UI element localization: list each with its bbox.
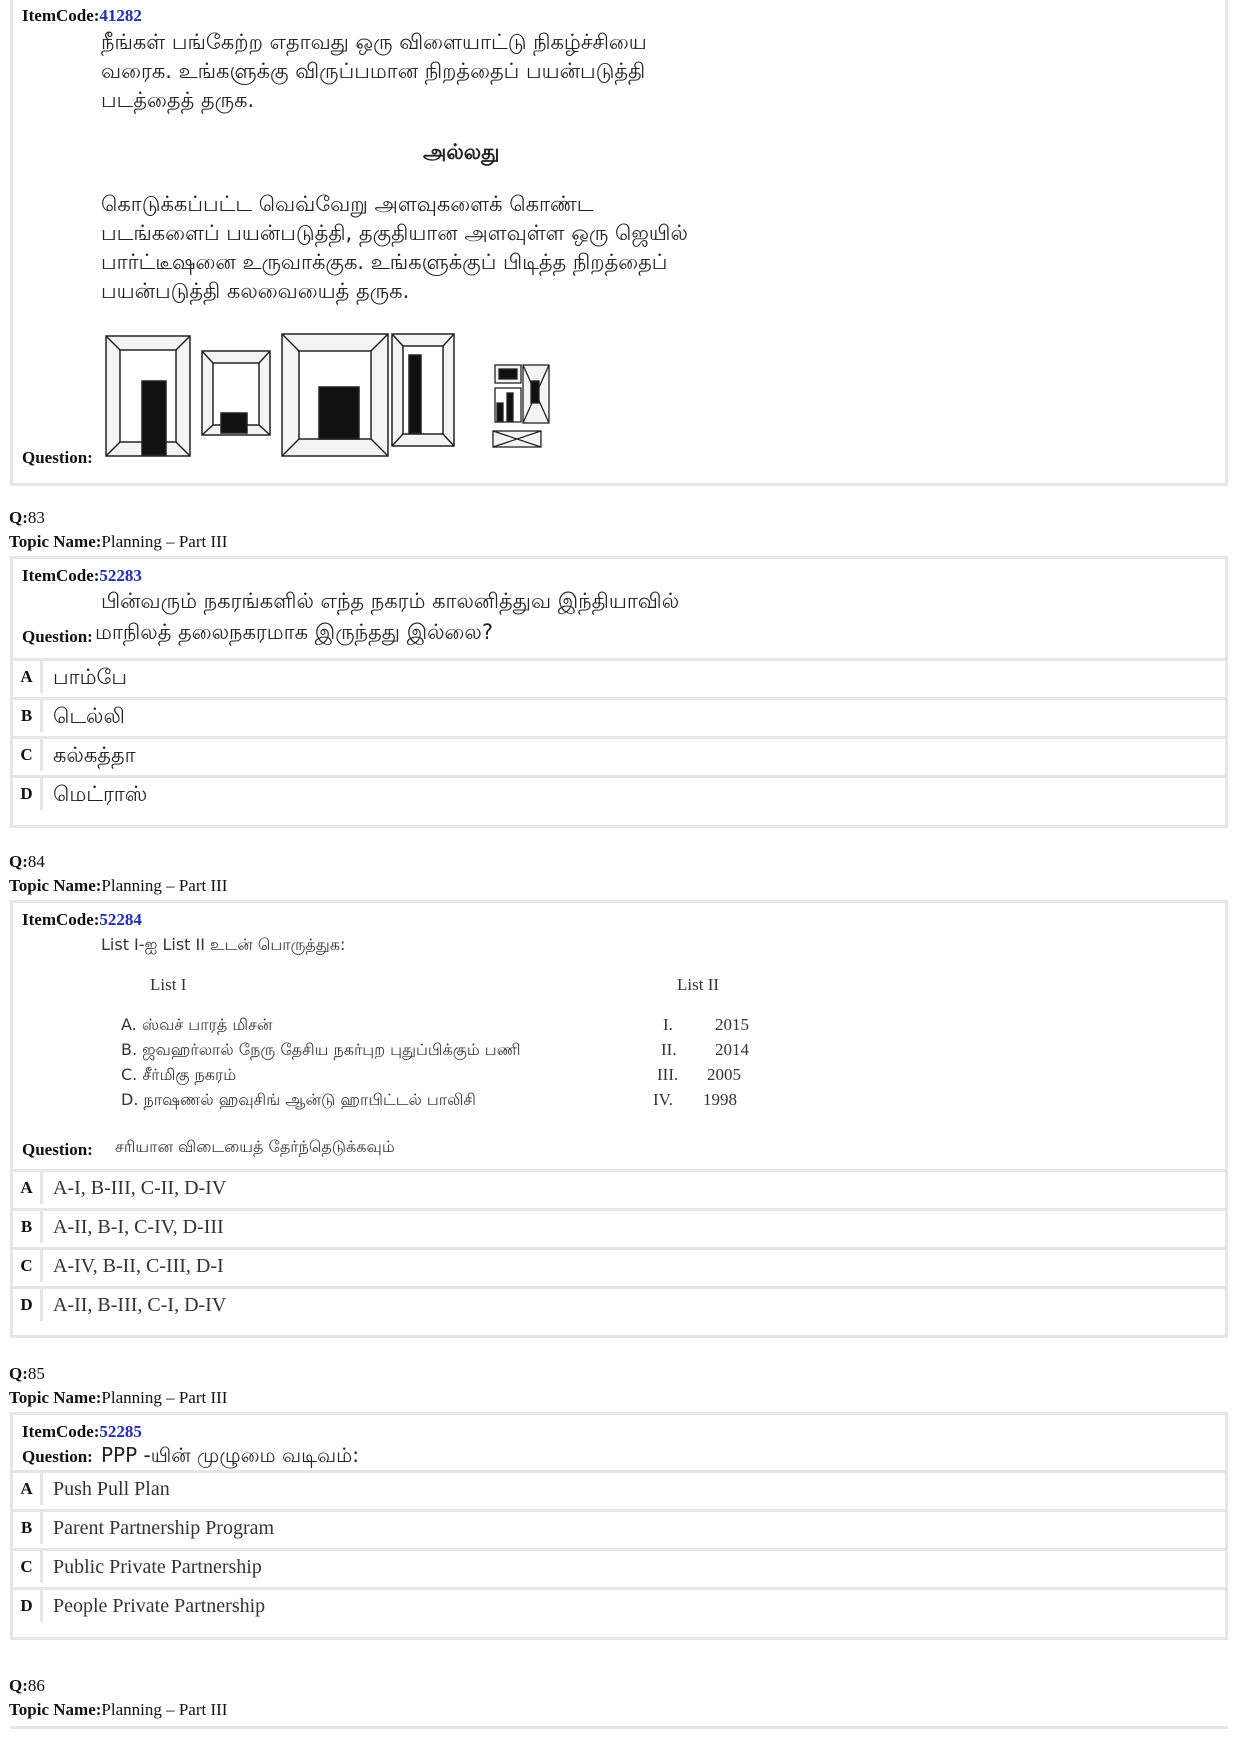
next-card-top-border — [10, 1726, 1228, 1729]
option-c[interactable]: C A-IV, B-II, C-III, D-I — [13, 1247, 1225, 1282]
list1-item-a: A. ஸ்வச் பாரத் மிசன் — [121, 1015, 273, 1034]
list1-item-d: D. நாஷணல் ஹவுசிங் ஆன்டு ஹாபிட்டல் பாலிசி — [121, 1090, 476, 1109]
or-heading: அல்லது — [423, 140, 500, 164]
list2-header: List II — [677, 975, 720, 994]
list1-item-b: B. ஜவஹர்லால் நேரு தேசிய நகர்புற புதுப்பிக்கும் பணி — [121, 1040, 521, 1059]
topic-name: Topic Name:Planning – Part III — [9, 876, 228, 895]
partition-figures — [105, 333, 605, 463]
item-code-label: ItemCode:41282 — [22, 6, 142, 25]
item-code-value: 52284 — [99, 910, 142, 929]
item-code-value: 52283 — [99, 566, 142, 585]
list2-year-3: 2005 — [707, 1065, 741, 1084]
question-label: Question: — [22, 448, 93, 467]
question-label: Question: — [22, 1447, 93, 1466]
question-card-52283 — [10, 556, 1228, 828]
partition-figure-3 — [282, 334, 388, 456]
option-b[interactable]: B Parent Partnership Program — [13, 1509, 1225, 1544]
question-line-3: படத்தைத் தருக. — [101, 88, 255, 112]
partition-figure-1 — [106, 336, 190, 456]
option-c[interactable]: C Public Private Partnership — [13, 1548, 1225, 1583]
option-a[interactable]: A Push Pull Plan — [13, 1470, 1225, 1505]
alt-line-1: கொடுக்கப்பட்ட வெவ்வேறு அளவுகளைக் கொண்ட — [101, 192, 594, 216]
list2-roman-3: III. — [657, 1065, 679, 1084]
item-code-value: 41282 — [99, 6, 142, 25]
item-code-label: ItemCode:52283 — [22, 566, 142, 585]
question-card-52285 — [10, 1412, 1228, 1640]
question-text: PPP -யின் முழுமை வடிவம்: — [101, 1443, 360, 1467]
option-d[interactable]: D People Private Partnership — [13, 1587, 1225, 1622]
topic-name: Topic Name:Planning – Part III — [9, 1700, 228, 1719]
question-card-52284 — [10, 900, 1228, 1338]
question-line-1: நீங்கள் பங்கேற்ற எதாவது ஒரு விளையாட்டு நிகழ்ச்சியை — [101, 30, 647, 54]
option-d[interactable]: D மெட்ராஸ் — [13, 775, 1225, 810]
topic-name: Topic Name:Planning – Part III — [9, 1388, 228, 1407]
question-label: Question: — [22, 627, 93, 646]
alt-line-2: படங்களைப் பயன்படுத்தி, தகுதியான அளவுள்ள ஒரு ஜெயில் — [101, 221, 688, 245]
option-b[interactable]: B A-II, B-I, C-IV, D-III — [13, 1208, 1225, 1243]
item-code-value: 52285 — [99, 1422, 142, 1441]
question-line-1: பின்வரும் நகரங்களில் எந்த நகரம் காலனித்துவ இந்தியாவில் — [101, 589, 680, 613]
list2-roman-1: I. — [663, 1015, 673, 1034]
question-number: Q:84 — [9, 852, 45, 871]
alt-line-3: பார்ட்டீஷனை உருவாக்குக. உங்களுக்குப் பிடித்த நிறத்தைப் — [101, 250, 668, 274]
list2-year-1: 2015 — [715, 1015, 749, 1034]
question-text: சரியான விடையைத் தேர்ந்தெடுக்கவும் — [115, 1137, 395, 1156]
option-d[interactable]: D A-II, B-III, C-I, D-IV — [13, 1286, 1225, 1321]
list2-roman-4: IV. — [653, 1090, 673, 1109]
list2-roman-2: II. — [661, 1040, 677, 1059]
question-line-2: மாநிலத் தலைநகரமாக இருந்தது இல்லை? — [95, 620, 493, 644]
list1-header: List I — [150, 975, 187, 994]
list2-year-2: 2014 — [715, 1040, 749, 1059]
item-code-label: ItemCode:52285 — [22, 1422, 142, 1441]
alt-line-4: பயன்படுத்தி கலவையைத் தருக. — [101, 279, 410, 303]
option-a[interactable]: A A-I, B-III, C-II, D-IV — [13, 1169, 1225, 1204]
item-code-label: ItemCode:52284 — [22, 910, 142, 929]
match-intro: List I-ஐ List II உடன் பொருத்துக: — [101, 935, 346, 954]
question-number: Q:83 — [9, 508, 45, 527]
partition-figure-4 — [392, 334, 454, 446]
question-line-2: வரைக. உங்களுக்கு விருப்பமான நிறத்தைப் பயன்படுத்தி — [101, 59, 646, 83]
list1-item-c: C. சீர்மிகு நகரம் — [121, 1065, 237, 1084]
topic-name: Topic Name:Planning – Part III — [9, 532, 228, 551]
question-number: Q:85 — [9, 1364, 45, 1383]
partition-figure-5 — [493, 365, 549, 447]
list2-year-4: 1998 — [703, 1090, 737, 1109]
option-b[interactable]: B டெல்லி — [13, 697, 1225, 732]
option-a[interactable]: A பாம்பே — [13, 658, 1225, 693]
partition-figure-2 — [202, 351, 270, 435]
option-c[interactable]: C கல்கத்தா — [13, 736, 1225, 771]
question-number: Q:86 — [9, 1676, 45, 1695]
question-label: Question: — [22, 1140, 93, 1159]
question-card-41282 — [10, 0, 1228, 486]
